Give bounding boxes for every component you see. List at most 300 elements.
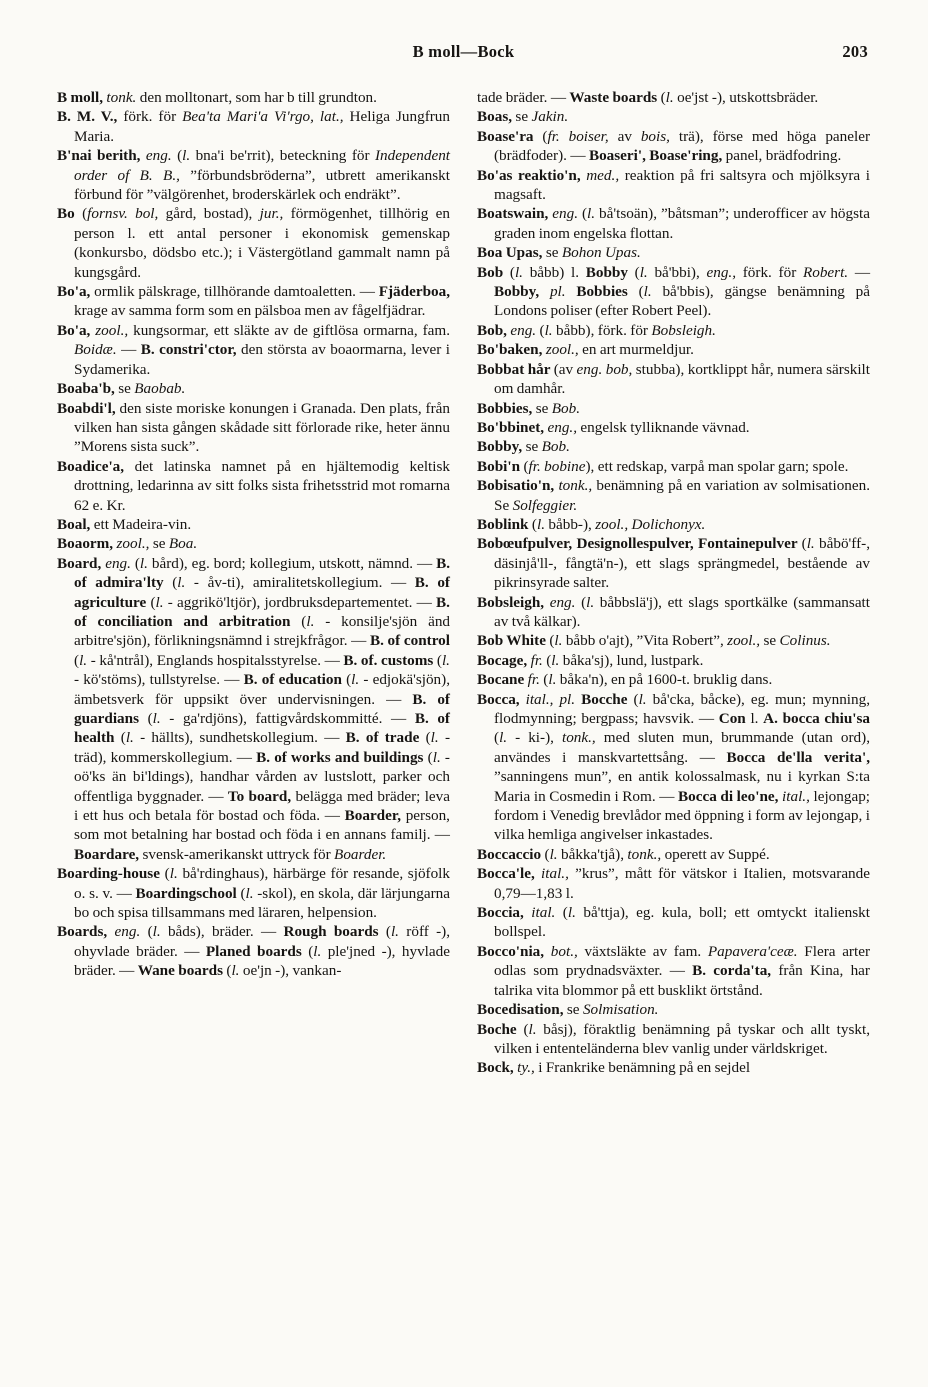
text-run: ”krus”, mått för vätskor i Italien, motsvarande 0,79—1,83 l. [494,865,870,902]
text-run: Bobsleigh. [651,321,716,339]
text-run: se [763,632,780,650]
dictionary-entry [477,204,870,243]
text-run: Bocche [581,690,634,708]
text-run: fr. [527,671,544,689]
text-run: ( [301,612,307,630]
text-run: Bocage, [477,651,531,669]
text-run: ( [177,147,183,165]
text-run: reaktion på fri saltsyra och mjölksyra i magsaft. [494,166,870,204]
text-run: ( [542,127,548,145]
text-run: Boccaccio [477,845,545,863]
text-run: ( [134,554,140,572]
dictionary-entry [477,903,870,942]
text-run: Boas, [477,108,516,126]
text-run: l. [514,263,523,281]
text-run: B moll, [57,89,107,106]
text-run: engelsk tylliknande vävnad. [580,418,750,436]
text-run: eng. [510,321,540,339]
dictionary-entry [57,379,450,398]
text-run: ( [562,904,568,922]
dictionary-entry [477,340,870,359]
text-run: Flera arter odlas som prydnadsväxter. — [494,942,871,980]
text-run: l. [544,321,553,339]
text-run: bot., [550,942,585,960]
text-run: Bob. [541,438,570,456]
text-run: båsj), föraktlig benämning på tyskar och allt tyskt, vilken i ententeländerna blev vanlig under världskriget. [494,1020,870,1057]
dictionary-entry [57,554,450,865]
text-run: zool., [116,535,153,553]
text-run: ( [494,729,500,747]
text-run: bå'ttja), eg. kula, boll; ett omtyckt italienskt bollspel. [494,904,870,941]
text-run: zool., [95,321,134,339]
text-run: röff -), ohyvlade bräder. — [74,923,450,960]
text-run: B'nai berith, [57,147,146,165]
text-run: - hällts), sundhetskollegium. — [133,729,346,747]
text-run: förmögenhet, tillhörig en person l. ett antal personer i ekonomisk gemenskap (konkursbo, dödsbo etc.); i Västergötland gammalt namn på kungsgård. [74,205,450,281]
text-run: Solmisation. [582,1001,659,1019]
text-run: l. [554,632,563,650]
text-run: Bo'baken, [477,341,546,359]
text-run: -skol), en skola, där lärjungarna bo och spisa tillsammans med läraren, helpension. [74,884,450,922]
text-run: B. of trade [345,729,426,747]
text-run: person, som mot betalning har bostad och föda i en annans familj. — [74,807,450,844]
dictionary-entry [477,670,870,689]
text-run: l. [390,923,399,941]
text-run: Boatswain, [477,205,553,223]
text-run: l. [549,845,558,863]
text-run: ( [82,205,88,223]
text-run: ( [172,574,178,592]
text-run: l. [639,263,648,281]
text-run: B. of health [74,710,450,747]
text-run: Independent order of B. B., [74,147,451,184]
text-run: Bocca, [477,690,526,708]
text-run: ( [346,671,352,689]
text-run: båka'sj), lund, lustpark. [559,651,704,669]
text-run: båbbslä'j), ett slags sportkälke (sammansatt av två kälkar). [494,593,870,630]
text-run: ( [633,690,639,708]
text-run: Bo'a, [57,321,96,339]
text-run: ( [531,515,537,533]
text-run: ( [436,651,442,669]
dictionary-entry [57,146,450,204]
text-run: - konsilje'sjön änd arbitre'sjön), förlikningsnämnd i strejkfrågor. — [74,612,451,650]
text-run: B. corda'ta, [692,962,779,980]
text-run: zool., Dolichonyx. [595,515,706,533]
text-run: l. [587,205,596,223]
text-run: Boaba'b, [57,380,119,398]
text-run: Bobby [585,263,635,281]
page-header [57,42,870,66]
text-run: Boal, [57,515,94,533]
text-run: krage av samma form som en pälsboa men av fågelfjädrar. [74,302,426,320]
text-run: Boadice'a, [57,457,135,475]
dictionary-entry [57,399,450,457]
text-run: eng. [145,147,178,165]
text-run: Wane boards [137,962,227,980]
text-run: ( [581,593,587,611]
text-run: Bobisatio'n, [477,477,559,495]
text-run: ( [120,729,126,747]
text-run: Bob [477,263,510,281]
text-run: Rough boards [283,923,386,941]
text-run: bå'bbi), [647,263,707,281]
text-run: operett av Suppé. [664,845,770,863]
text-run: Bocca di leo'ne, [678,787,783,805]
text-run: Boblink [477,515,532,533]
dictionary-entry [477,845,870,864]
text-run: den siste moriske konungen i Granada. Den plats, från vilken han sista gången skådade sitt förlorade rike, heter ännu ”Morens sista suck”. [74,399,450,456]
text-run: ( [546,651,552,669]
text-run: en art murmeldjur. [582,341,694,359]
text-run: eng. bob, [576,360,636,378]
text-run: zool., [545,341,583,359]
text-run: Robert. [802,263,855,281]
text-run: - åv-ti), amiralitetskollegium. — [185,574,415,592]
text-run: jur., [259,205,291,223]
text-run: Bobby, [477,438,526,456]
text-run: bård), eg. bord; kollegium, utskott, nämnd. — [147,554,437,572]
text-run: i Frankrike benämning på en sejdel [538,1059,751,1077]
text-run: ( [427,748,433,766]
text-run: l. [643,283,652,301]
dictionary-entry [477,418,870,437]
text-run: ( [581,205,588,223]
text-run: Boabdi'l, [57,399,120,417]
text-run: Bob, [477,321,511,339]
text-run: tade bräder. — [477,89,570,106]
dictionary-entry [57,534,450,553]
text-run: Jakin. [531,108,569,126]
text-run: Bocane [477,671,528,689]
text-run: - edjokä'sjön), ämbetsverk för uppsikt över undervisningen. — [74,671,450,708]
text-run: från Kina, har talrika vita blommor på ett busklikt örtstånd. [494,962,870,999]
text-run: oe'jn -), vankan- [239,962,342,980]
text-run: zool., [727,632,764,650]
text-run: ( [660,89,666,106]
text-run: Papavera'ceæ. [707,942,805,960]
text-run: B. of admira'lty [74,554,451,592]
text-run: B. of education [243,671,347,689]
text-run: To board, [227,787,296,805]
text-run: båbb o'ajt), ”Vita Robert”, [562,632,728,650]
text-run: l. [152,923,161,941]
text-run: Boa. [168,535,198,553]
text-run: (av [553,360,577,378]
text-run: den största av boaormarna, lever i Sydamerika. [74,341,451,378]
text-run: stubba), kortklippt hår, numera särskilt om damhår. [494,360,870,398]
text-run: ital., pl. [525,690,582,708]
right-column [477,88,870,1078]
dictionary-entry [477,631,870,650]
text-run: lejongap; fordom i Venedig brevlådor med öppning i form av lejongap, i vilka hemliga angivelser inkastades. [494,787,871,844]
text-run: B. of works and buildings [256,748,428,766]
text-run: Bea'ta Mari'a Vi'rgo, lat., [182,108,350,126]
text-run: Boardare, [74,845,143,863]
text-run: med sluten mun, brummande (utan ord), användes i manskvartettsång. — [494,729,870,766]
dictionary-entry [477,321,870,340]
text-run: ( [509,263,515,281]
text-run: l. [152,710,161,727]
dictionary-entry [477,437,870,456]
text-run: bna'i be'rrit), beteckning för [190,147,375,165]
text-run: Boarder. [334,845,387,863]
text-run: Heliga Jungfrun Maria. [74,108,450,145]
page-number: 203 [842,42,868,61]
text-run: se [525,438,542,456]
text-run: eng. [105,554,135,572]
text-run: l. [139,554,148,572]
dictionary-entry [477,166,870,205]
text-run: l. [351,671,360,689]
text-run: l. [231,962,240,980]
text-run: Boidæ. [74,341,122,359]
text-run: Boccia, [477,904,532,922]
text-run: ( [801,535,807,553]
dictionary-entry [477,515,870,534]
dictionary-entry [477,1020,870,1059]
text-run: båbb-), [545,515,596,533]
dictionary-entry [57,107,450,146]
text-run: båkka'tjå), [557,845,628,863]
text-run: l. [567,904,576,922]
text-run: ( [523,1020,529,1038]
text-run: l. [441,651,450,669]
text-run: l. [536,515,545,533]
text-run: Bob White [477,632,550,650]
text-run: ormlik pälskrage, tillhörande damtoaletten. — [94,283,379,301]
text-run: eng., [706,263,743,281]
text-run: l. [430,729,439,747]
text-run: ), ett redskap, varpå man spolar garn; spole. [585,457,849,475]
running-head: B moll—Bock [412,42,515,61]
text-run: Colinus. [779,632,831,650]
text-run: Bobby, [494,283,550,301]
text-run: Bobœufpulver, Designollespulver, Fontainepulver [477,535,802,553]
text-run: l. [169,865,178,883]
text-run: tonk., [627,845,665,863]
text-run: Boaseri', Boase'ring, [588,147,726,165]
text-run: ital., [782,787,814,805]
text-run: eng. [549,593,582,611]
text-run: båbb) l. [522,263,586,281]
text-run: trä), förse med höga paneler (brädfoder). — [494,127,871,165]
text-run: Boarding-house [57,865,165,883]
text-run: l. [548,671,557,689]
text-run: bå'rdinghaus), härbärge för resande, sjöfolk o. s. v. — [74,865,451,902]
text-run: Bobbies [576,283,639,301]
text-run: l. [313,942,322,960]
text-run: ( [308,942,314,960]
text-run: Bobbies, [477,399,536,417]
text-run: Fjäderboa, [378,283,451,301]
text-run: se [566,1001,583,1019]
text-run: l. [586,593,595,611]
text-run: l. [177,574,186,592]
text-run: l. [806,535,815,553]
text-run: med., [586,166,625,184]
dictionary-entry [477,534,870,592]
text-run: l. [245,884,254,902]
dictionary-entry [57,922,450,980]
left-column [57,88,450,1078]
dictionary-entry [57,864,450,922]
dictionary-entry [57,204,450,282]
text-run: B. of control [369,632,450,650]
text-run: båds), bräder. — [160,923,284,941]
dictionary-entry [477,1000,870,1019]
text-run: l. [528,1020,537,1038]
text-run: ( [147,710,153,727]
text-run: l. [665,89,674,106]
text-run: Boche [477,1020,524,1038]
text-run: benämning på en variation av solmisationen. Se [494,477,871,514]
text-run: - kö'stöms), tullstyrelse. — [74,671,244,689]
text-run: ( [385,923,391,941]
text-run: tonk., [561,729,604,747]
text-run: l. [750,710,764,727]
text-run: l. [499,729,508,747]
dictionary-entry [477,107,870,126]
text-run: ett Madeira-vin. [93,515,192,533]
dictionary-entry [477,476,870,515]
text-run: l. [155,593,164,611]
text-run: ple'jned -), hyvlade bräder. — [74,942,450,980]
text-columns [57,88,870,1078]
text-run: fr. bobine [528,457,586,475]
text-run: l. [79,651,88,669]
text-run: - träd), kommerskollegium. — [74,729,450,766]
text-run: Bobbat hår [477,360,554,378]
text-run: Bo [57,205,83,223]
text-run: ”sanningens mun”, en antik kolossalmask, nu i kyrkan S:ta Maria in Cosmedin i Rom. — [494,768,870,805]
text-run: Bobi'n [477,457,524,475]
text-run: l. [432,748,441,766]
text-run: B. of. customs [343,651,437,669]
dictionary-entry [477,1058,870,1077]
text-run: Baobab. [134,380,186,398]
text-run: se [515,108,532,126]
text-run: Bo'bbinet, [477,418,548,436]
dictionary-entry [477,651,870,670]
text-run: Solfeggier. [512,496,578,514]
text-run: A. bocca chiu'sa [763,710,870,727]
text-run: båbb), förk. för [552,321,652,339]
text-run: ( [539,321,545,339]
text-run: ( [543,671,549,689]
text-run: ( [425,729,431,747]
text-run: tonk., [558,477,597,495]
text-run: se [535,399,552,417]
text-run: svensk-amerikanskt uttryck för [142,845,335,863]
text-run: Boa Upas, [477,244,546,262]
text-run: belägga med bräder; leva i ett hus och betala för bostad och föda. — [74,787,450,825]
text-run: Planed boards [205,942,309,960]
dictionary-entry [57,88,450,107]
text-run: Bock, [477,1059,518,1077]
text-run: Boards, [57,923,115,941]
text-run: l. [638,690,647,708]
text-run: ”förbundsbröderna”, utbrett amerikanskt förbund för ”välgörenhet, broderskärlek och endräkt”. [74,166,450,204]
dictionary-entry [477,243,870,262]
text-run: Bocedisation, [477,1001,567,1019]
text-run: ( [549,632,555,650]
text-run: eng. [552,205,582,223]
text-run: l. [551,651,560,669]
dictionary-entry [477,942,870,1000]
text-run: bå'cka, båcke), eg. mun; mynning, flodmynning; bergpass; havsvik. — [494,690,870,727]
text-run: Boarder, [344,807,406,825]
dictionary-entry [477,88,870,107]
dictionary-entry [477,127,870,166]
text-run: - ga'rdjöns), fattigvårdskommitté. — [160,710,415,727]
text-run: eng., [547,418,581,436]
dictionary-entry [477,360,870,399]
text-run: Con [718,710,751,727]
text-run: det latinska namnet på en hjältemodig keltisk drottning, ledarinna av sitt folks sista frihetsstrid mot romarna 62 e. Kr. [74,457,450,514]
text-run: se [118,380,135,398]
text-run: l. [125,729,134,747]
text-run: ital. [531,904,563,922]
text-run: Bocco'nia, [477,942,551,960]
text-run: l. [182,147,191,165]
text-run: Bocca de'lla verita', [726,748,870,766]
text-run: ( [544,845,550,863]
text-run: ( [164,865,170,883]
text-run: ( [240,884,246,902]
text-run: förk. för [123,108,183,126]
text-run: ( [638,283,644,301]
dictionary-entry [57,282,450,321]
text-run: ( [74,651,80,669]
text-run: bå'bbis), gängse benämning på Londons poliser (efter Robert Peel). [494,283,870,320]
text-run: oe'jst -), utskottsbräder. [673,89,819,106]
text-run: båka'n), en på 1600-t. bruklig dans. [556,671,773,689]
dictionary-entry [477,593,870,632]
text-run: Waste boards [569,89,661,106]
dictionary-entry [477,263,870,321]
text-run: båbö'ff-, däsinjå'll-, fångtä'n-), ett slags sprängmedel, bestående av pikrinsyrade salter. [494,535,870,592]
text-run: - ki-), [507,729,562,747]
text-run: Bohon Upas. [561,244,641,262]
text-run: B. constri'ctor, [140,341,241,359]
text-run: Bob. [551,399,581,417]
text-run: bå'tsoän), ”båtsman”; underofficer av högsta graden inom engelska flottan. [494,205,870,242]
dictionary-entry [57,321,450,379]
text-run: - oö'ks än bi'ldings), handhar vården av lustslott, parker och offentliga byggnader. — [74,748,450,805]
text-run: B. of agriculture [74,574,450,611]
text-run: fr. [530,651,547,669]
text-run: pl. [549,283,577,301]
text-run: Boase'ra [477,127,543,145]
text-run: av [617,127,641,145]
text-run: gård, bostad), [165,205,260,223]
text-run: ty., [517,1059,539,1077]
dictionary-entry [477,690,870,845]
dictionary-entry [57,515,450,534]
text-run: Boaorm, [57,535,117,553]
text-run: se [152,535,169,553]
text-run: ( [523,457,529,475]
text-run: - aggrikö'ltjör), jordbruksdepartementet. — [163,593,437,611]
text-run: Bobsleigh, [477,593,550,611]
text-run: Bo'as reaktio'n, [477,166,587,184]
text-run: ital., [541,865,576,883]
text-run: — [121,341,141,359]
text-run: eng. [114,923,148,941]
text-run: ( [634,263,640,281]
text-run: Boardingschool [135,884,241,902]
